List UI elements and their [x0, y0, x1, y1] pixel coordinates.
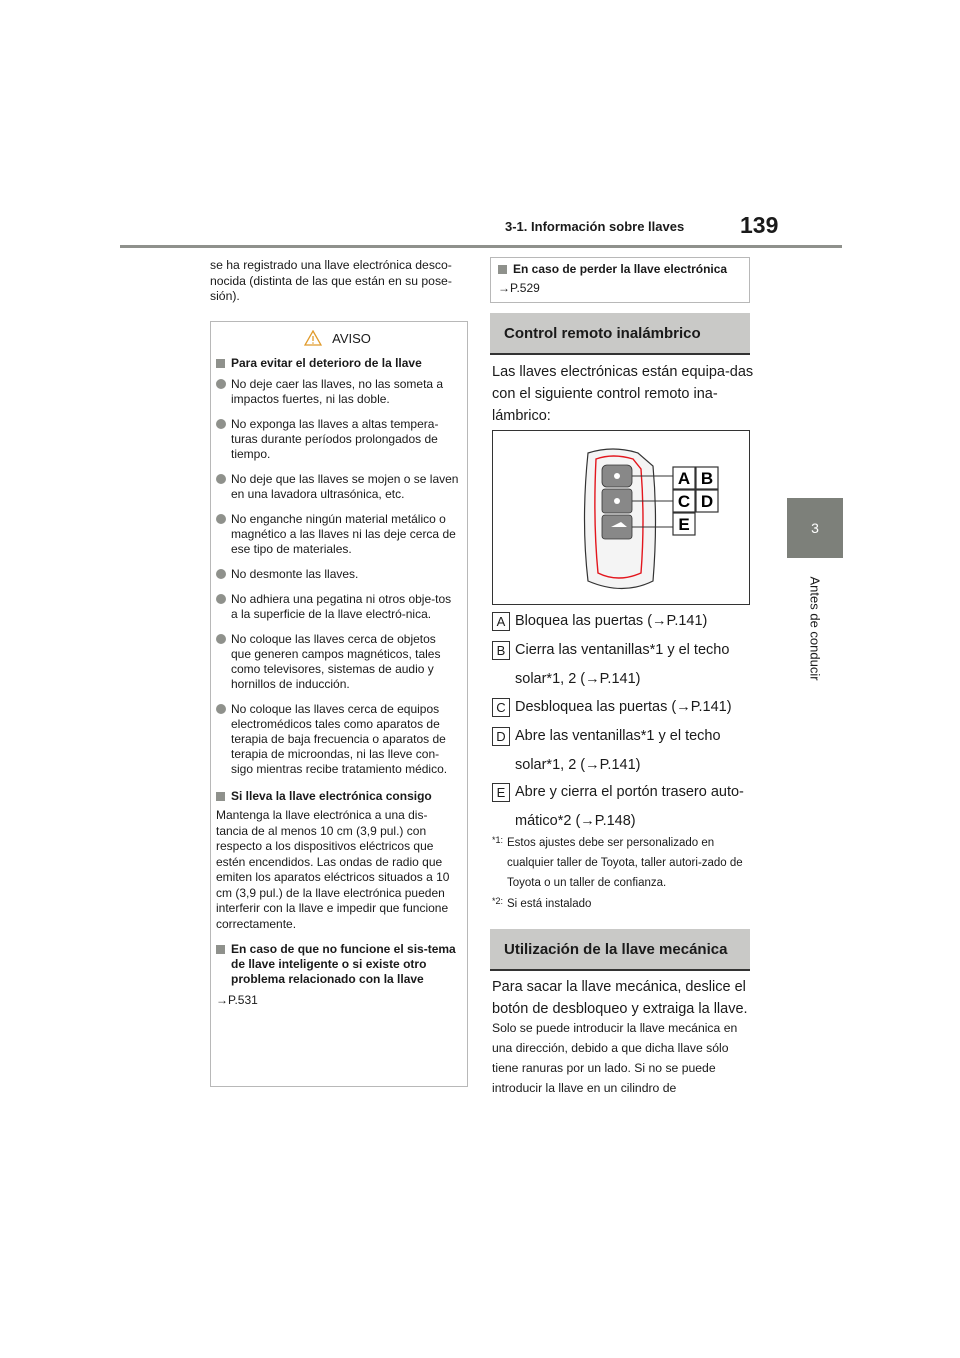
bullet-icon	[216, 474, 226, 484]
section-heading-remote: Control remoto inalámbrico	[490, 313, 750, 355]
section-heading-mechanical-key: Utilización de la llave mecánica	[490, 929, 750, 971]
item-letter-box: D	[492, 727, 510, 746]
list-item: D Abre las ventanillas*1 y el techo solar*1, 2 (→P.141)	[492, 722, 754, 780]
bullet-icon	[216, 704, 226, 714]
figure-letter: B	[700, 469, 714, 488]
section-title: 3-1. Información sobre llaves	[505, 219, 685, 234]
list-item: A Bloquea las puertas (→P.141)	[492, 607, 754, 636]
footnote: *2: Si está instalado	[492, 896, 592, 910]
item-letter-box: C	[492, 698, 510, 717]
warning-section-heading: Si lleva la llave electrónica consigo	[216, 789, 459, 804]
warning-box	[210, 321, 468, 1087]
bullet-icon	[216, 379, 226, 389]
warning-header	[216, 322, 459, 354]
key-fob-illustration	[493, 431, 749, 604]
item-letter-box: B	[492, 641, 510, 660]
list-item: No adhiera una pegatina ni otros obje-tos a la superficie de la llave electró-nica.	[216, 592, 459, 622]
list-item: No deje que las llaves se mojen o se laven en una lavadora ultrasónica, etc.	[216, 472, 459, 502]
warning-section-heading: Para evitar el deterioro de la llave	[216, 356, 459, 371]
bullet-icon	[216, 569, 226, 579]
list-item: No enganche ningún material metálico o magnético a las llaves ni las deje cerca de ese tipo de materiales.	[216, 512, 459, 557]
square-bullet-icon	[216, 945, 225, 954]
list-item: No desmonte las llaves.	[216, 567, 459, 582]
intro-text: se ha registrado una llave electrónica desco-nocida (distinta de las que están en su pose-sión).	[210, 258, 452, 303]
key-fob-figure	[492, 430, 750, 605]
figure-letter: C	[677, 492, 691, 511]
square-bullet-icon	[498, 265, 507, 274]
remote-intro: Las llaves electrónicas están equipa-das con el siguiente control remoto ina-lámbrico:	[492, 364, 754, 424]
mechanical-key-body: Solo se puede introducir la llave mecánica en una dirección, debido a que dicha llave sólo tiene ranuras por un lado. Si no se puede introducir la llave en un cilindro de	[492, 1021, 738, 1095]
warning-section-heading: En caso de que no funcione el sis-tema de llave inteligente o si existe otro problema relacionado con la llave	[216, 942, 459, 987]
bullet-icon	[216, 419, 226, 429]
page-number: 139	[740, 212, 779, 238]
mechanical-key-intro: Para sacar la llave mecánica, deslice el botón de desbloqueo y extraiga la llave.	[492, 979, 748, 1017]
list-item: No exponga las llaves a altas tempera-turas durante períodos prolongados de tiempo.	[216, 417, 459, 462]
item-letter-box: E	[492, 783, 510, 802]
list-item: B Cierra las ventanillas*1 y el techo solar*1, 2 (→P.141)	[492, 636, 754, 694]
bullet-icon	[216, 634, 226, 644]
figure-letter: E	[678, 515, 690, 534]
figure-letter: D	[700, 492, 714, 511]
info-heading: En caso de perder la llave electrónica	[498, 262, 742, 277]
warning-paragraph: Mantenga la llave electrónica a una dis-tancia de al menos 10 cm (3,9 pul.) con respecto a los dispositivos eléctricos que estén encendidos. Las ondas de radio que emiten los aparatos eléctricos situados a 10 cm (3,9 pul.) de la llave electrónica pueden interferir con la llave e impedir que funcione correctamente.	[216, 808, 450, 931]
chapter-label: Antes de conducir	[807, 576, 823, 681]
chapter-tab: 3	[787, 498, 843, 558]
square-bullet-icon	[216, 359, 225, 368]
list-item: E Abre y cierra el portón trasero auto-mático*2 (→P.148)	[492, 778, 754, 836]
list-item: C Desbloquea las puertas (→P.141)	[492, 693, 754, 722]
warning-title: AVISO	[332, 330, 371, 346]
list-item: No coloque las llaves cerca de objetos que generen campos magnéticos, tales como televisores, sistemas de audio y hornillos de inducción.	[216, 632, 459, 692]
bullet-icon	[216, 594, 226, 604]
header-rule	[120, 245, 842, 248]
list-item: No deje caer las llaves, no las someta a impactos fuertes, ni las doble.	[216, 377, 459, 407]
footnote: *1: Estos ajustes debe ser personalizado en cualquier taller de Toyota, taller autori-zado de Toyota o un taller de confianza.	[492, 835, 743, 889]
square-bullet-icon	[216, 792, 225, 801]
page-reference: →P.531	[216, 993, 258, 1007]
page-reference: →P.529	[498, 281, 540, 295]
figure-letter: A	[677, 469, 691, 488]
bullet-icon	[216, 514, 226, 524]
warning-triangle-icon	[304, 330, 322, 346]
info-box	[490, 257, 750, 303]
list-item: No coloque las llaves cerca de equipos electromédicos tales como aparatos de terapia de baja frecuencia o aparatos de terapia de microondas, ni las lleve con-sigo mientras recibe tratamiento médico.	[216, 702, 459, 777]
item-letter-box: A	[492, 612, 510, 631]
